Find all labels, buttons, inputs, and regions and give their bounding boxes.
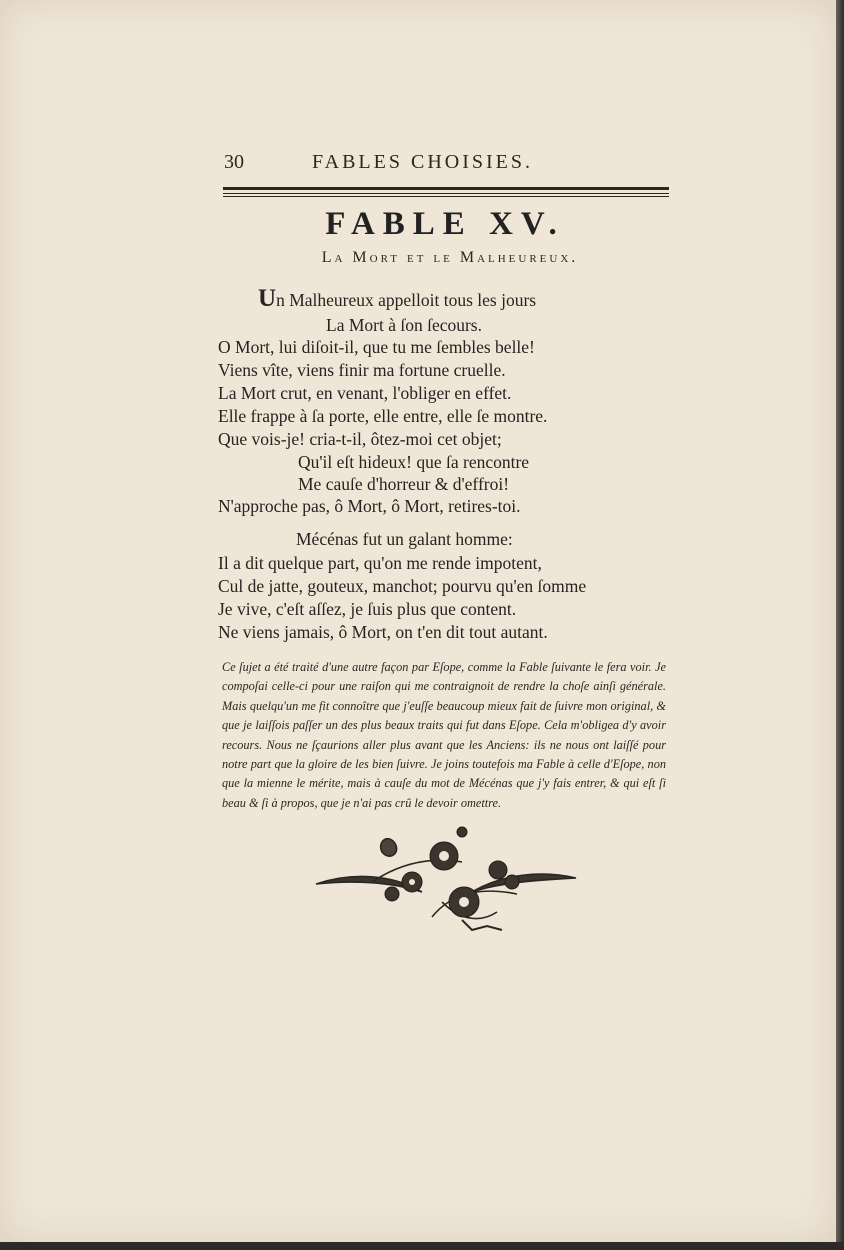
verse-line: N'approche pas, ô Mort, ô Mort, retires-toi. [218, 496, 521, 516]
verse-line: La Mort à ſon ſecours. [326, 315, 482, 335]
verse-line: Je vive, c'eſt aſſez, je ſuis plus que content. [218, 599, 517, 619]
drop-cap: U [258, 285, 277, 312]
verse-line: Ne viens jamais, ô Mort, on t'en dit tout autant. [218, 622, 548, 642]
verse-line: Il a dit quelque part, qu'on me rende impotent, [218, 553, 542, 573]
verse-line: La Mort crut, en venant, l'obliger en effet. [218, 383, 512, 403]
running-title: FABLES CHOISIES. [312, 151, 533, 173]
fable-title: FABLE XV. [325, 206, 565, 242]
verse-line: O Mort, lui diſoit-il, que tu me ſembles belle! [218, 337, 535, 357]
verse-line: Qu'il eſt hideux! que ſa rencontre [298, 452, 530, 472]
verse-line: Elle frappe à ſa porte, elle entre, elle ſe montre. [218, 406, 548, 426]
verse-line: Viens vîte, viens finir ma fortune cruelle. [218, 360, 506, 380]
verse-line: Cul de jatte, gouteux, manchot; pourvu qu'en ſomme [218, 576, 587, 596]
author-note: Ce ſujet a été traité d'une autre façon par Eſope, comme la Fable ſuivante le fera voir. Je compoſai celle-ci pour une raiſon qui me contraignoit de rendre la choſe ainſi générale. Mais quelqu'un me fit connoître que j'euſſe beaucoup mieux fait de ſuivre mon original, & que je laiſſois paſſer un des plus beaux traits qui fut dans Eſope. Cela m'obligea d'y avoir recours. Nous ne ſçaurions aller plus avant que les Anciens: ils ne nous ont laiſſé pour notre part que la gloire de les bien ſuivre. Je joins toutefois ma Fable à celle d'Eſope, non que la mienne le mérite, mais à cauſe du mot de Mécénas que j'y fais entrer, & qui eſt ſi beau & ſi à propos, que je n'ai pas crû le devoir omettre. [222, 660, 666, 810]
header-rule [223, 187, 669, 197]
page-edge [0, 1242, 844, 1250]
verse-line: Un Malheureux appelloit tous les jours [258, 285, 537, 312]
floral-ornament-icon [312, 822, 580, 932]
fable-subtitle: La Mort et le Malheureux. [321, 249, 579, 266]
verse-line: Mécénas fut un galant homme: [296, 529, 513, 549]
page-number: 30 [224, 151, 244, 173]
verse-line: Que vois-je! cria-t-il, ôtez-moi cet objet; [218, 429, 502, 449]
verse-line: Me cauſe d'horreur & d'effroi! [298, 474, 510, 494]
page-edge [836, 0, 844, 1250]
